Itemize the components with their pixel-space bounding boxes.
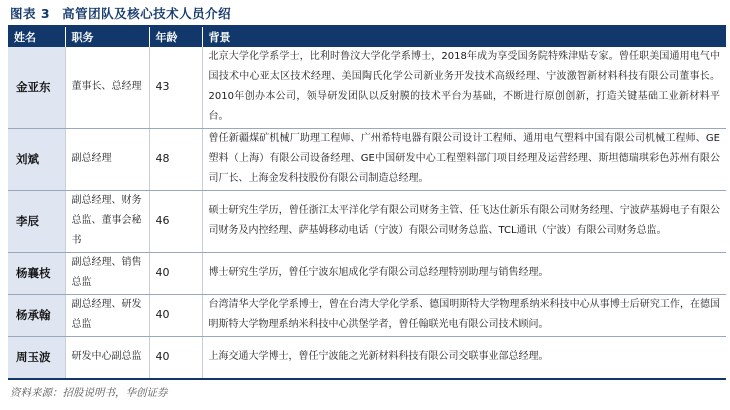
- person-name: 杨襄枝: [8, 252, 65, 294]
- person-name: 李辰: [8, 190, 65, 252]
- source-note: 资料来源：招股说明书，华创证券: [10, 387, 168, 399]
- person-background: 台湾清华大学化学系博士，曾在台湾大学化学系、德国明斯特大学物理系纳米科技中心从事博士后研究工作，在德国明斯特大学物理系纳米科技中心洪堡学者，曾任翰联光电有限公司技术顾问。: [202, 294, 726, 336]
- bottom-rule: [8, 378, 726, 380]
- figure-title: [10, 6, 231, 22]
- person-role: 副总经理、销售总监: [65, 252, 149, 294]
- table-header-row: [8, 27, 726, 47]
- person-age: 40: [149, 294, 202, 336]
- figure-title-text: 高管团队及核心技术人员介绍: [62, 6, 232, 21]
- person-age: 43: [149, 47, 202, 128]
- table-row: [8, 47, 726, 128]
- header-background: 背景: [202, 27, 726, 47]
- person-name: 刘斌: [8, 128, 65, 190]
- table-row: [8, 190, 726, 252]
- person-role: 副总经理、财务总监、董事会秘书: [65, 190, 149, 252]
- table-row: [8, 336, 726, 378]
- table-row: [8, 294, 726, 336]
- person-role: 副总经理: [65, 128, 149, 190]
- person-background: 曾任新疆煤矿机械厂助理工程师、广州希特电器有限公司设计工程师、通用电气塑料中国有限公司机械工程师、GE塑料（上海）有限公司设备经理、GE中国研发中心工程塑料部门项目经理及运营经理、斯坦德瑞琪彩色苏州有限公司厂长、上海金发科技股份有限公司制造总经理。: [202, 128, 726, 190]
- person-role: 副总经理、研发总监: [65, 294, 149, 336]
- person-name: 杨承翰: [8, 294, 65, 336]
- person-role: 董事长、总经理: [65, 47, 149, 128]
- person-name: 金亚东: [8, 47, 65, 128]
- person-name: 周玉波: [8, 336, 65, 378]
- executive-table: [8, 27, 726, 379]
- header-name: 姓名: [8, 27, 65, 47]
- person-background: 北京大学化学系学士，比利时鲁汶大学化学系博士，2018年成为享受国务院特殊津贴专家。曾任职美国通用电气中国技术中心亚太区技术经理、美国陶氏化学公司新业务开发技术高级经理、宁波激智新材料科技有限公司董事长。2010年创办本公司，领导研发团队以反射膜的技术平台为基础，不断进行原创创新，打造关键基础工业新材料平台。: [202, 47, 726, 128]
- person-age: 40: [149, 336, 202, 378]
- figure-label: 图表 3: [10, 6, 51, 21]
- header-age: 年龄: [149, 27, 202, 47]
- person-background: 硕士研究生学历，曾任浙江太平洋化学有限公司财务主管、任飞达仕新乐有限公司财务经理、宁波萨基姆电子有限公司财务及内控经理、萨基姆移动电话（宁波）有限公司财务总监、TCL通讯（宁波）有限公司财务总监。: [202, 190, 726, 252]
- person-background: 博士研究生学历，曾任宁波东旭成化学有限公司总经理特别助理与销售经理。: [202, 252, 726, 294]
- table-row: [8, 252, 726, 294]
- person-age: 40: [149, 252, 202, 294]
- person-role: 研发中心副总监: [65, 336, 149, 378]
- person-background: 上海交通大学博士，曾任宁波能之光新材料科技有限公司交联事业部总经理。: [202, 336, 726, 378]
- person-age: 48: [149, 128, 202, 190]
- table-row: [8, 128, 726, 190]
- person-age: 46: [149, 190, 202, 252]
- header-role: 职务: [65, 27, 149, 47]
